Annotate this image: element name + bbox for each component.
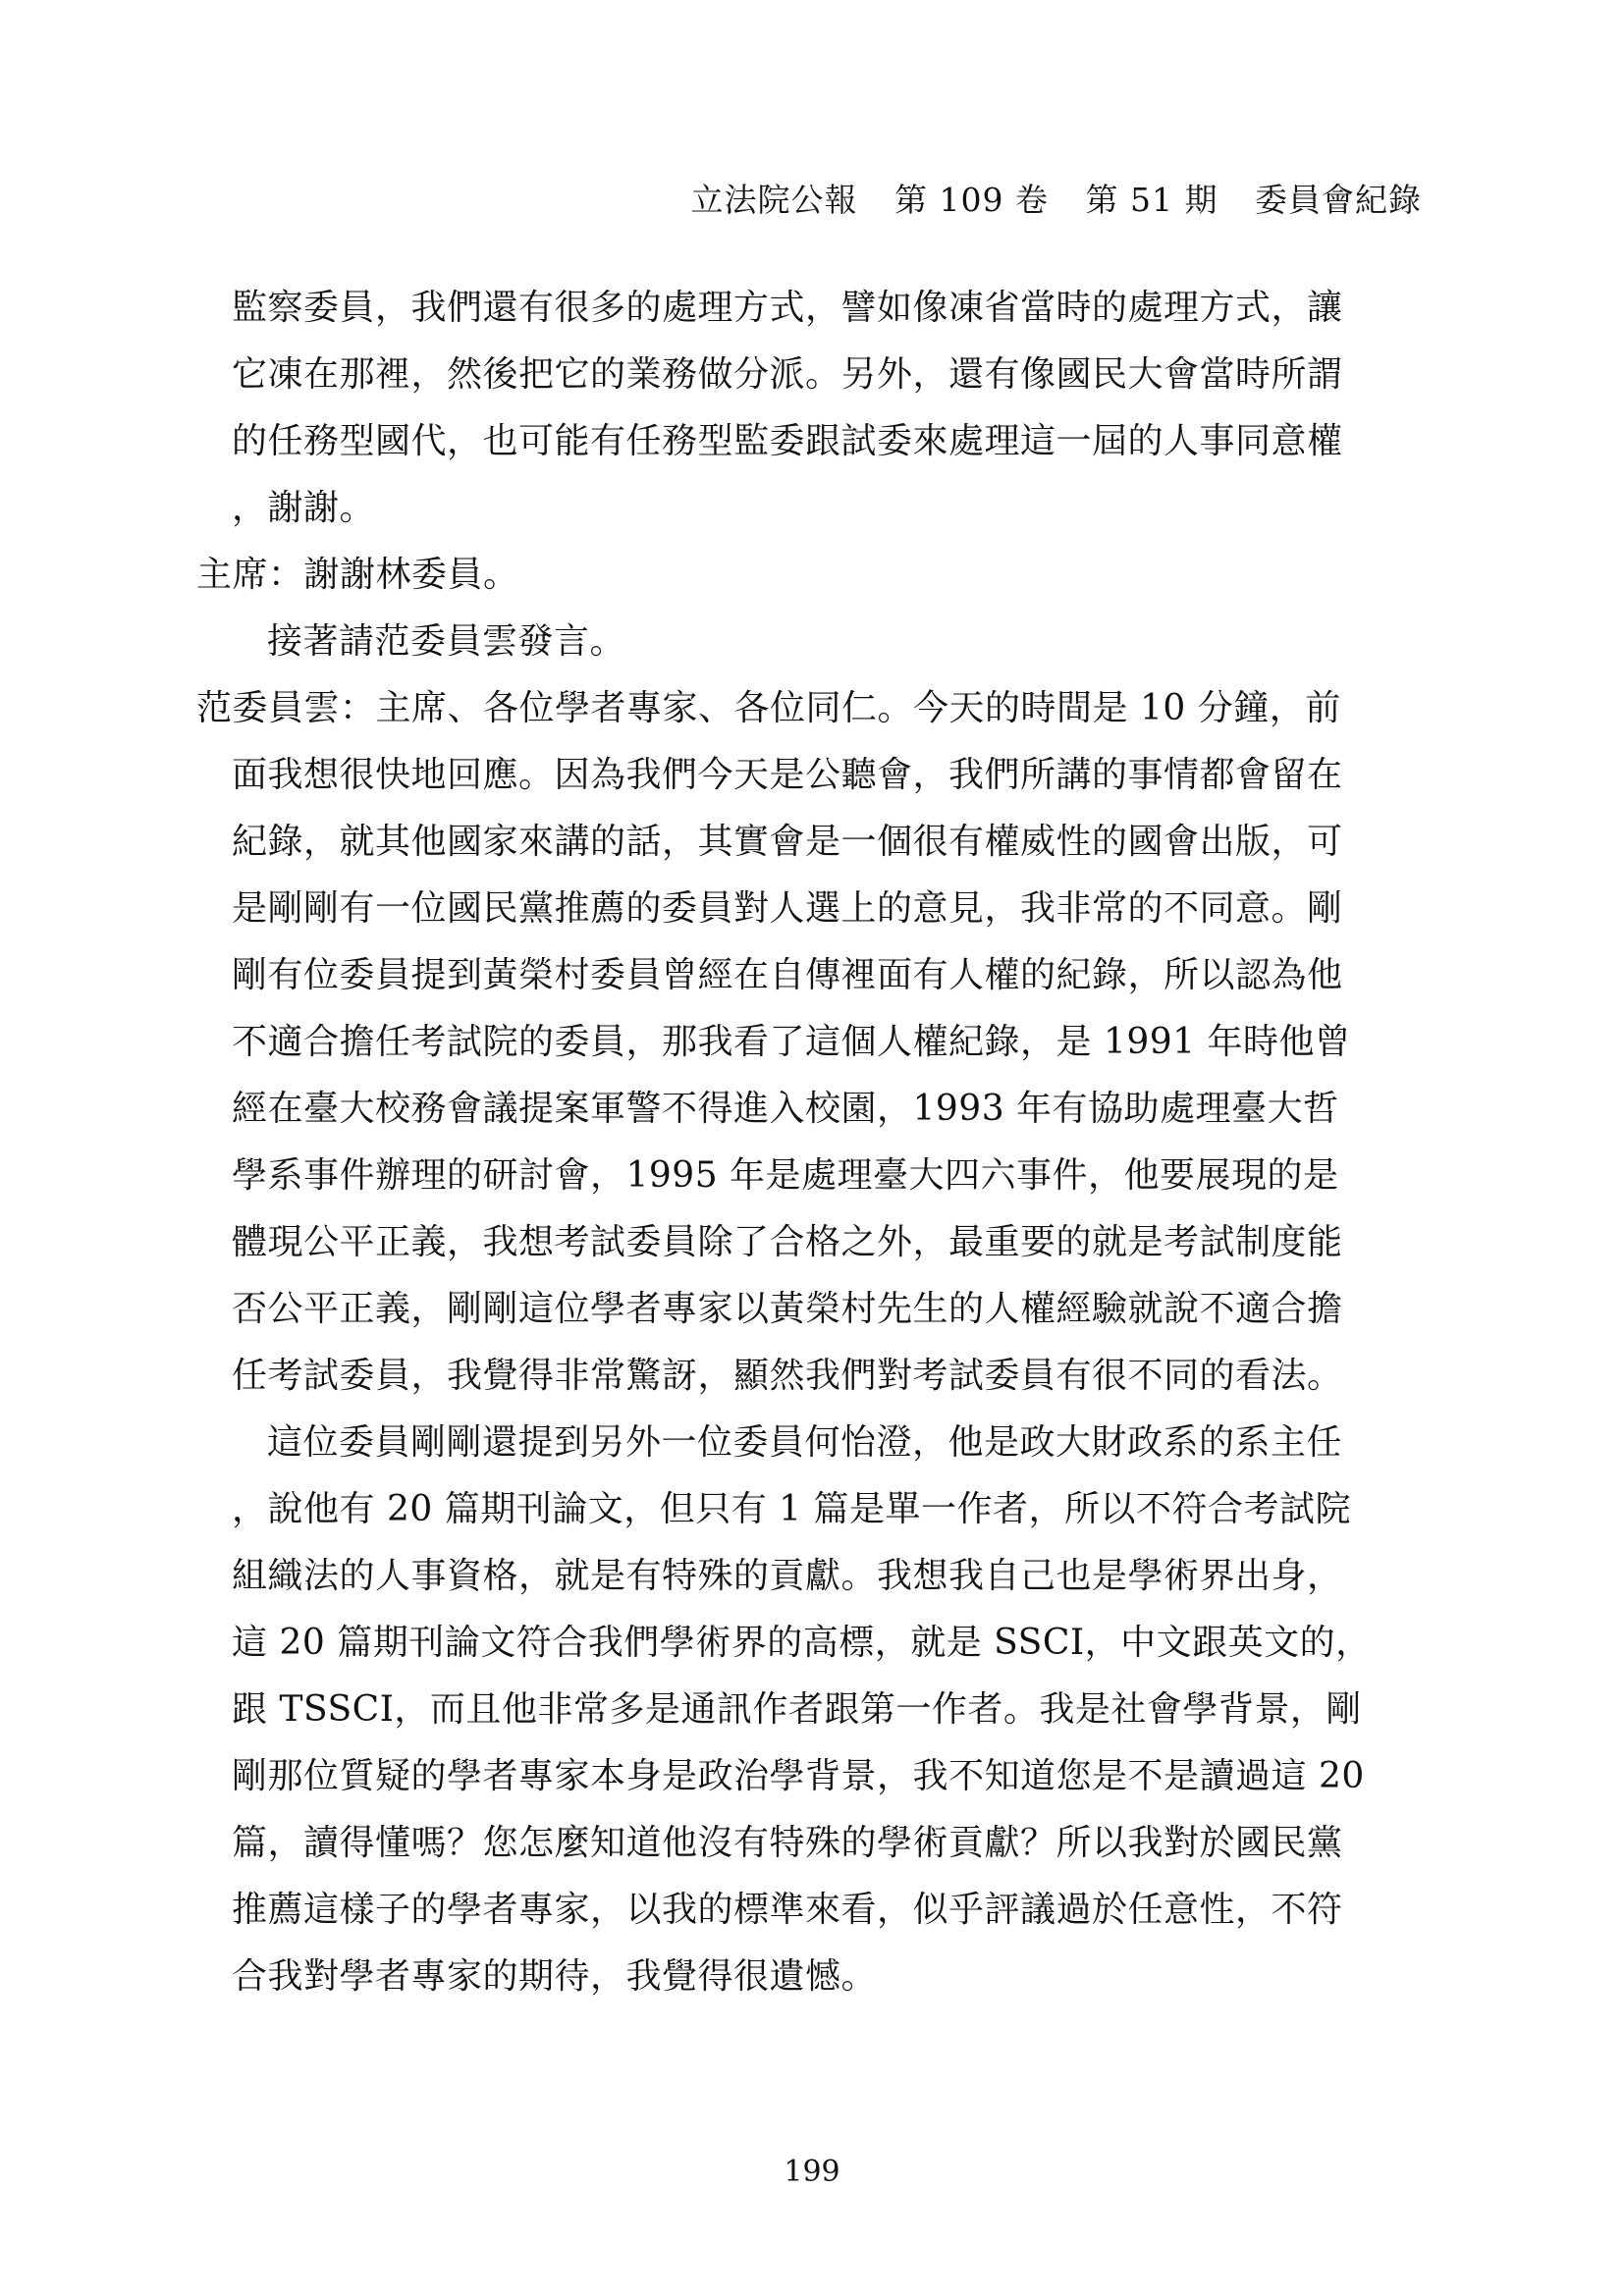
transcript-line: 任考試委員，我覺得非常驚訝，顯然我們對考試委員有很不同的看法。 [232,1356,1343,1396]
transcript-line: 推薦這樣子的學者專家，以我的標準來看，似乎評議過於任意性，不符 [232,1890,1343,1930]
transcript-line: 它凍在那裡，然後把它的業務做分派。另外，還有像國民大會當時所謂 [232,354,1343,395]
transcript-line: 這 20 篇期刊論文符合我們學術界的高標，就是 SSCI，中文跟英文的， [232,1623,1372,1663]
transcript-line: 紀錄，就其他國家來講的話，其實會是一個很有權威性的國會出版，可 [232,822,1343,862]
transcript-line: 面我想很快地回應。因為我們今天是公聽會，我們所講的事情都會留在 [232,755,1343,795]
section-label: 委員會紀錄 [1255,181,1422,219]
transcript-line: 剛那位質疑的學者專家本身是政治學背景，我不知道您是不是讀過這 20 [232,1756,1365,1796]
transcript-line: 篇，讀得懂嗎？您怎麼知道他沒有特殊的學術貢獻？所以我對於國民黨 [232,1823,1343,1863]
page-header [691,175,1422,221]
transcript-line: 經在臺大校務會議提案軍警不得進入校園，1993 年有協助處理臺大哲 [232,1089,1339,1129]
transcript-line: 是剛剛有一位國民黨推薦的委員對人選上的意見，我非常的不同意。剛 [232,888,1343,929]
transcript-line: 這位委員剛剛還提到另外一位委員何怡澄，他是政大財政系的系主任 [267,1422,1343,1463]
transcript-line: 合我對學者專家的期待，我覺得很遺憾。 [232,1956,878,1997]
publication-title: 立法院公報 [690,181,858,219]
page-number: 199 [784,2155,840,2189]
transcript-line: 否公平正義，剛剛這位學者專家以黃榮村先生的人權經驗就說不適合擔 [232,1289,1343,1329]
transcript-body [196,275,1426,2010]
transcript-line: 剛有位委員提到黃榮村委員曾經在自傳裡面有人權的紀錄，所以認為他 [232,955,1343,995]
transcript-line: ，說他有 20 篇期刊論文，但只有 1 篇是單一作者，所以不符合考試院 [232,1489,1351,1529]
transcript-line: 監察委員，我們還有很多的處理方式，譬如像凍省當時的處理方式，讓 [232,288,1343,328]
transcript-line: 的任務型國代，也可能有任務型監委跟試委來處理這一屆的人事同意權 [232,421,1343,461]
transcript-line: 范委員雲：主席、各位學者專家、各位同仁。今天的時間是 10 分鐘，前 [196,688,1341,728]
volume-label: 第 109 卷 [894,181,1050,219]
transcript-line: 體現公平正義，我想考試委員除了合格之外，最重要的就是考試制度能 [232,1222,1343,1262]
transcript-line: 不適合擔任考試院的委員，那我看了這個人權紀錄，是 1991 年時他曾 [232,1022,1351,1062]
issue-label: 第 51 期 [1085,181,1218,219]
transcript-line: 主席：謝謝林委員。 [196,555,519,595]
transcript-line: 組織法的人事資格，就是有特殊的貢獻。我想我自己也是學術界出身， [232,1556,1343,1596]
transcript-line: 跟 TSSCI，而且他非常多是通訊作者跟第一作者。我是社會學背景，剛 [232,1689,1362,1730]
transcript-line: 接著請范委員雲發言。 [267,621,626,662]
transcript-line: 學系事件辦理的研討會，1995 年是處理臺大四六事件，他要展現的是 [232,1155,1339,1196]
transcript-line: ，謝謝。 [232,488,376,528]
